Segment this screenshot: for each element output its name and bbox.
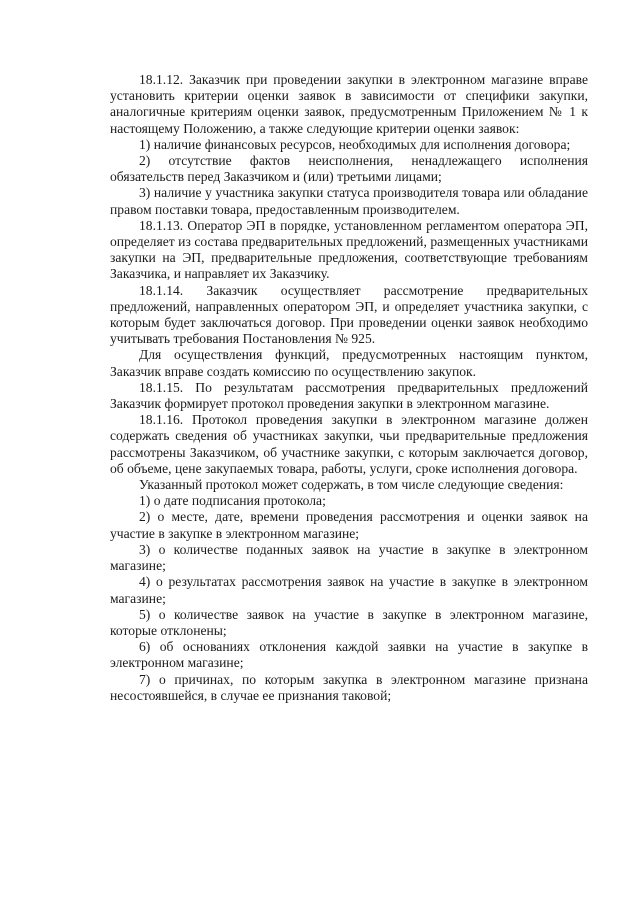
criterion-item-1: 1) наличие финансовых ресурсов, необходимых для исполнения договора; xyxy=(139,136,571,152)
protocol-item-7: 7) о причинах, по которым закупка в электронном магазине признана несостоявшейся, в случае ее признания таковой; xyxy=(110,671,588,703)
paragraph-protocol-contents: Указанный протокол может содержать, в том числе следующие сведения: xyxy=(139,477,564,493)
criterion-item-3: 3) наличие у участника закупки статуса производителя товара или обладание правом поставки товара, предоставленным производителем. xyxy=(110,185,588,217)
criterion-item-2: 2) отсутствие фактов неисполнения, ненадлежащего исполнения обязательств перед Заказчиком и (или) третьими лицами; xyxy=(110,153,588,185)
protocol-item-6: 6) об основаниях отклонения каждой заявки на участие в закупке в электронном магазине; xyxy=(110,639,588,671)
protocol-item-3: 3) о количестве поданных заявок на участие в закупке в электронном магазине; xyxy=(110,541,588,574)
protocol-item-1: 1) о дате подписания протокола; xyxy=(139,493,326,509)
protocol-item-2: 2) о месте, дате, времени проведения рассмотрения и оценки заявок на участие в закупке в электронном магазине; xyxy=(110,509,588,541)
paragraph-18-1-14: 18.1.14. Заказчик осуществляет рассмотрение предварительных предложений, направленных оператором ЭП, и определяет участника закупки, с которым будет заключаться договор. При проведении оценки заявок необходимо учитывать требования Постановления № 925. xyxy=(110,282,588,347)
paragraph-18-1-15: 18.1.15. По результатам рассмотрения предварительных предложений Заказчик формирует протокол проведения закупки в электронном магазине. xyxy=(110,379,588,412)
paragraph-18-1-12: 18.1.12. Заказчик при проведении закупки в электронном магазине вправе установить критерии оценки заявок в зависимости от специфики закупки, аналогичные критериям оценки заявок, предусмотренным Приложением № 1 к настоящему Положению, а также следующие критерии оценки заявок: xyxy=(110,72,588,136)
paragraph-commission: Для осуществления функций, предусмотренных настоящим пунктом, Заказчик вправе создать комиссию по осуществлению закупок. xyxy=(110,347,588,379)
protocol-item-4: 4) о результатах рассмотрения заявок на участие в закупке в электронном магазине; xyxy=(110,574,588,606)
paragraph-18-1-13: 18.1.13. Оператор ЭП в порядке, установленном регламентом оператора ЭП, определяет из состава предварительных предложений, размещенных участниками закупки на ЭП, предварительные предложения, соответствующие требованиям Заказчика, и направляет их Заказчику. xyxy=(110,217,588,282)
document-page xyxy=(110,72,588,704)
protocol-item-5: 5) о количестве заявок на участие в закупке в электронном магазине, которые отклонены; xyxy=(110,606,588,638)
paragraph-18-1-16: 18.1.16. Протокол проведения закупки в электронном магазине должен содержать сведения об участниках закупки, чьи предварительные предложения рассмотрены Заказчиком, об участнике закупки, с которым заключается договор, об объеме, цене закупаемых товара, работы, услуги, сроке исполнения договора. xyxy=(110,412,588,476)
